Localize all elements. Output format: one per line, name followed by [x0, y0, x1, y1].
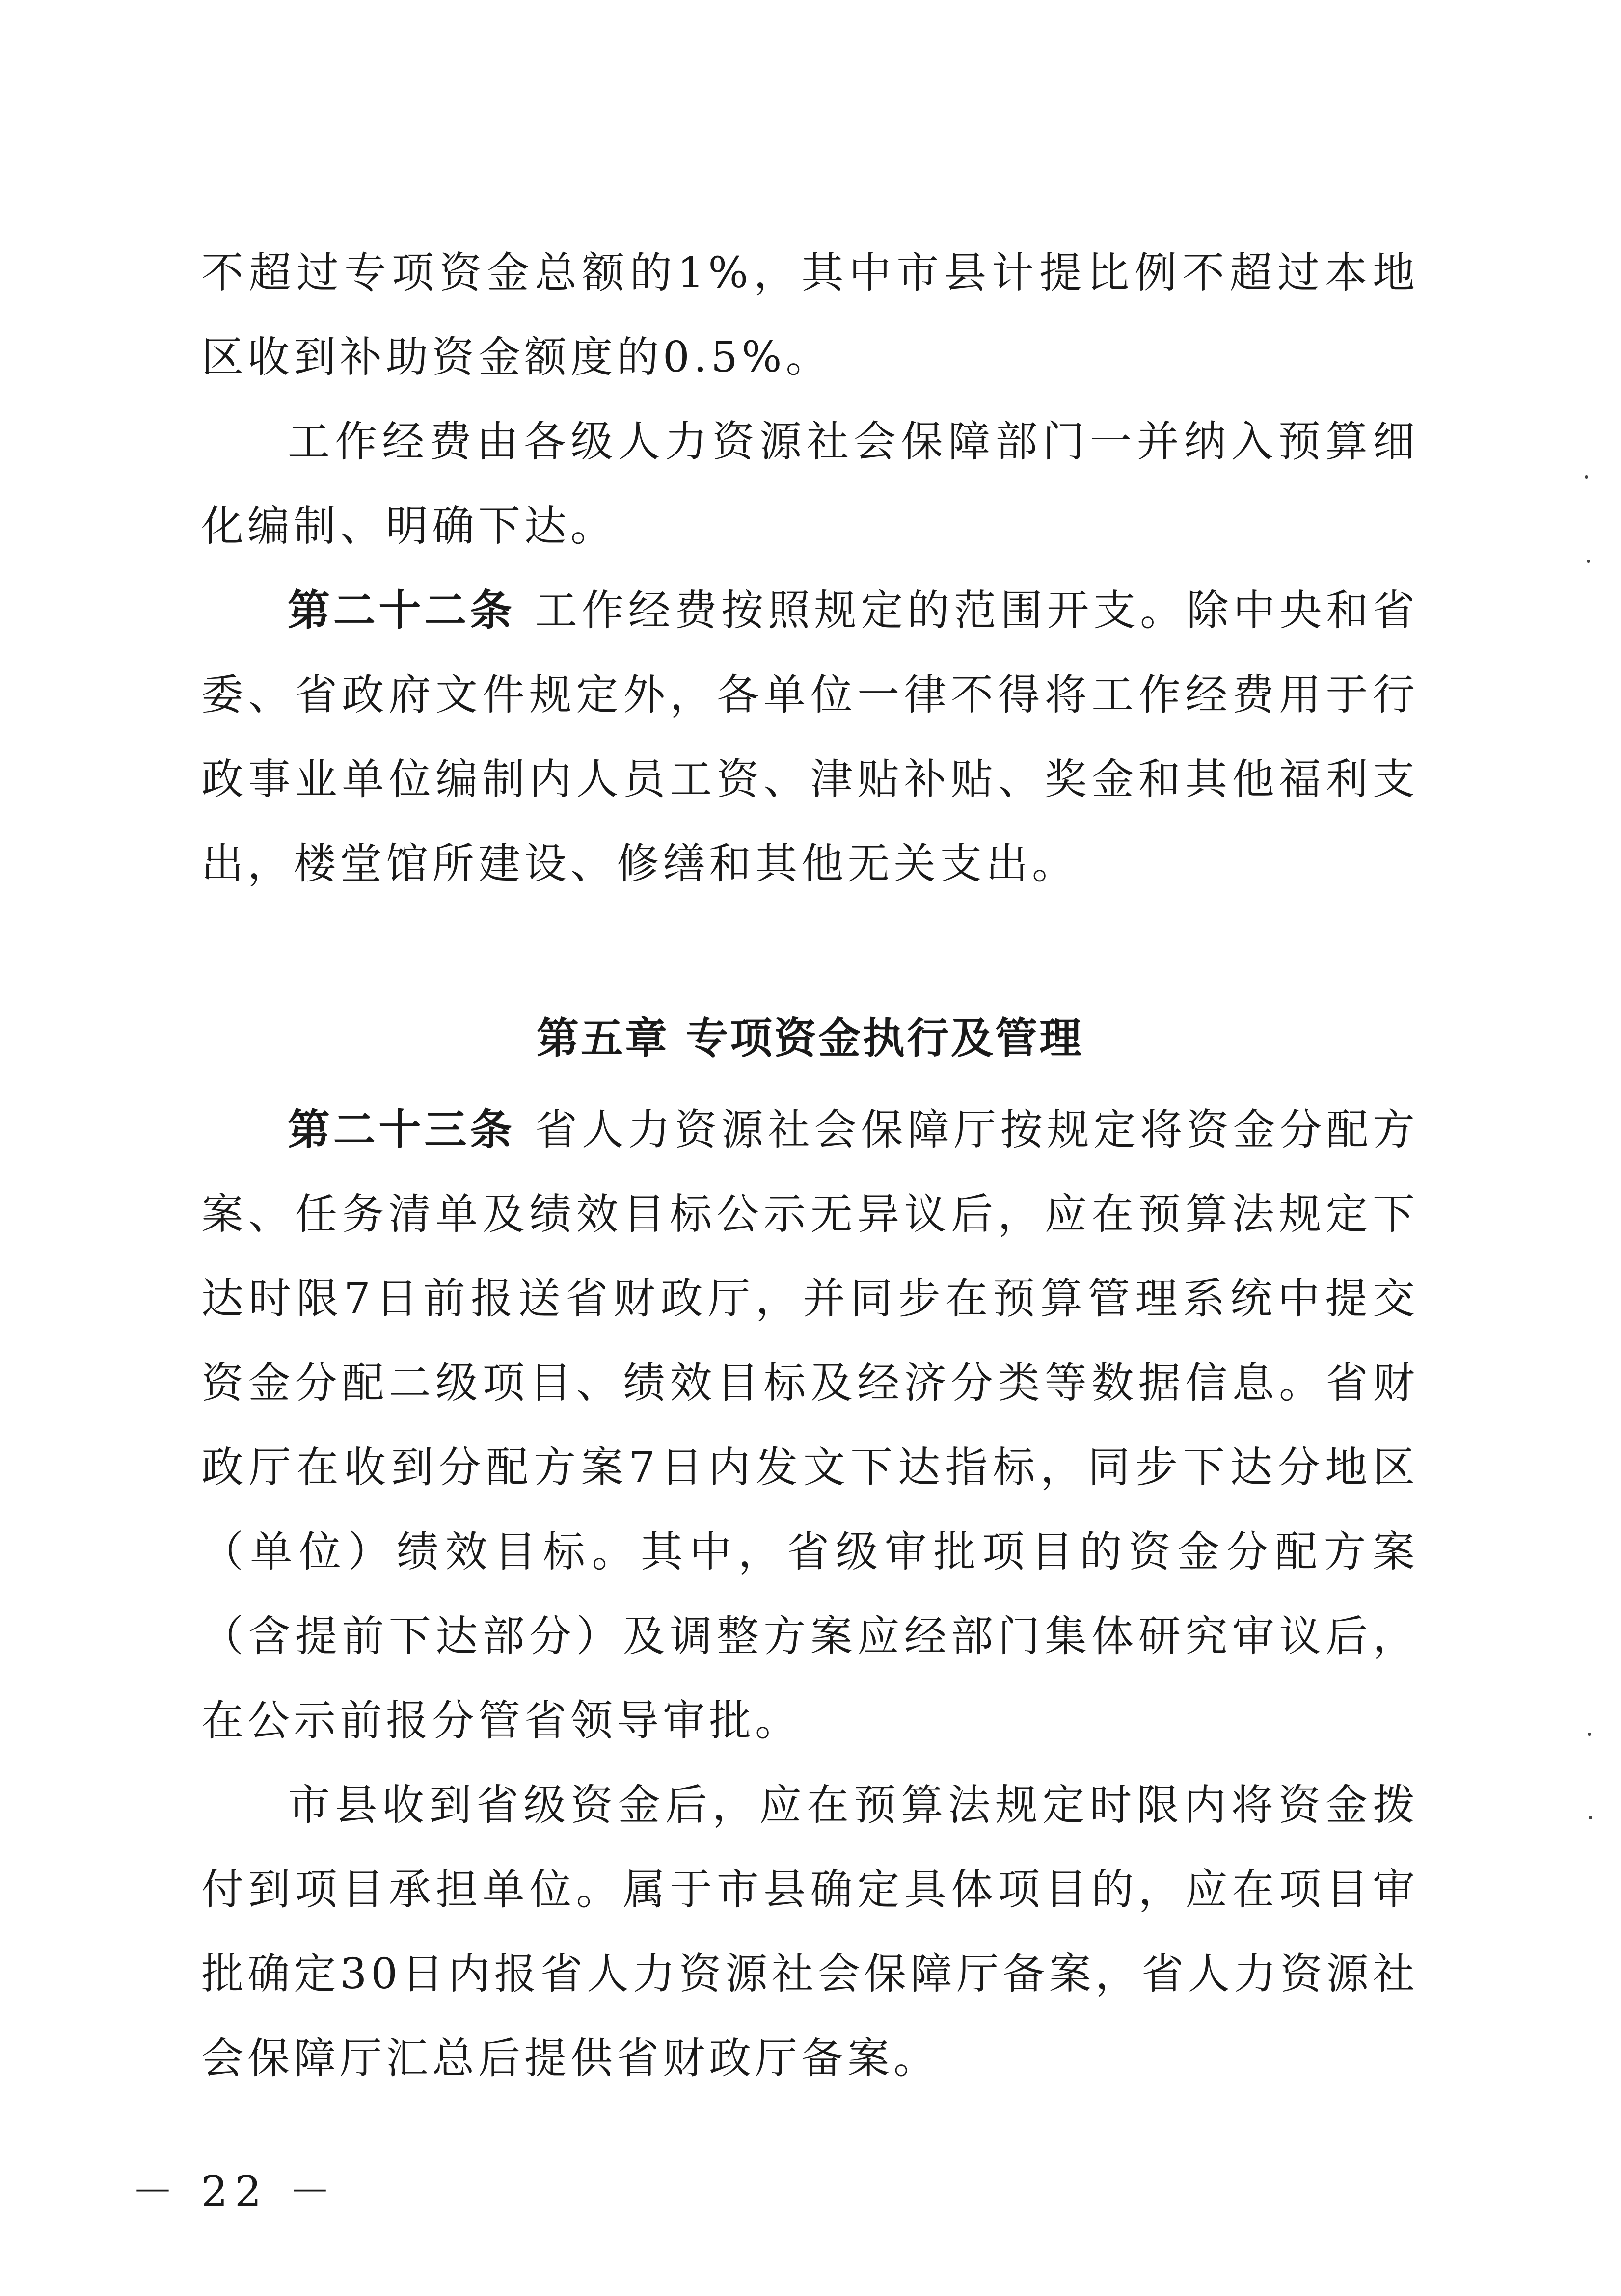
- article-22: [201, 568, 1419, 906]
- scan-speck: [1589, 1816, 1592, 1819]
- paragraph-county-funds: [201, 1763, 1419, 2101]
- paragraph-text: 工作经费按照规定的范围开支。除中央和省委、省政府文件规定外，各单位一律不得将工作经费用于行政事业单位编制内人员工资、津贴补贴、奖金和其他福利支出，楼堂馆所建设、修缮和其他无关支出。: [201, 586, 1419, 888]
- paragraph-funding-limit: [201, 231, 1419, 400]
- scan-speck: [1588, 1733, 1591, 1736]
- paragraph-text: 市县收到省级资金后，应在预算法规定时限内将资金拨付到项目承担单位。属于市县确定具体项目的，应在项目审批确定30日内报省人力资源社会保障厅备案，省人力资源社会保障厅汇总后提供省财政厅备案。: [201, 1781, 1419, 2083]
- paragraph-text: 省人力资源社会保障厅按规定将资金分配方案、任务清单及绩效目标公示无异议后，应在预算法规定下达时限7日前报送省财政厅，并同步在预算管理系统中提交资金分配二级项目、绩效目标及经济分类等数据信息。省财政厅在收到分配方案7日内发文下达指标，同步下达分地区（单位）绩效目标。其中，省级审批项目的资金分配方案（含提前下达部分）及调整方案应经部门集体研究审议后，在公示前报分管省领导审批。: [201, 1105, 1419, 1745]
- article-label: 第二十三条: [288, 1105, 515, 1154]
- paragraph-text: 工作经费由各级人力资源社会保障部门一并纳入预算细化编制、明确下达。: [201, 417, 1419, 551]
- scan-speck: [1585, 475, 1588, 479]
- article-23: [201, 1088, 1419, 1763]
- page-number: － 22 －: [132, 2167, 338, 2216]
- document-body: [201, 231, 1419, 2101]
- article-label: 第二十二条: [288, 586, 515, 635]
- paragraph-text: 不超过专项资金总额的1%，其中市县计提比例不超过本地区收到补助资金额度的0.5%。: [201, 248, 1419, 382]
- scan-speck: [1587, 560, 1590, 563]
- chapter-title: 第五章 专项资金执行及管理: [537, 1014, 1083, 1063]
- paragraph-work-expenses: [201, 400, 1419, 568]
